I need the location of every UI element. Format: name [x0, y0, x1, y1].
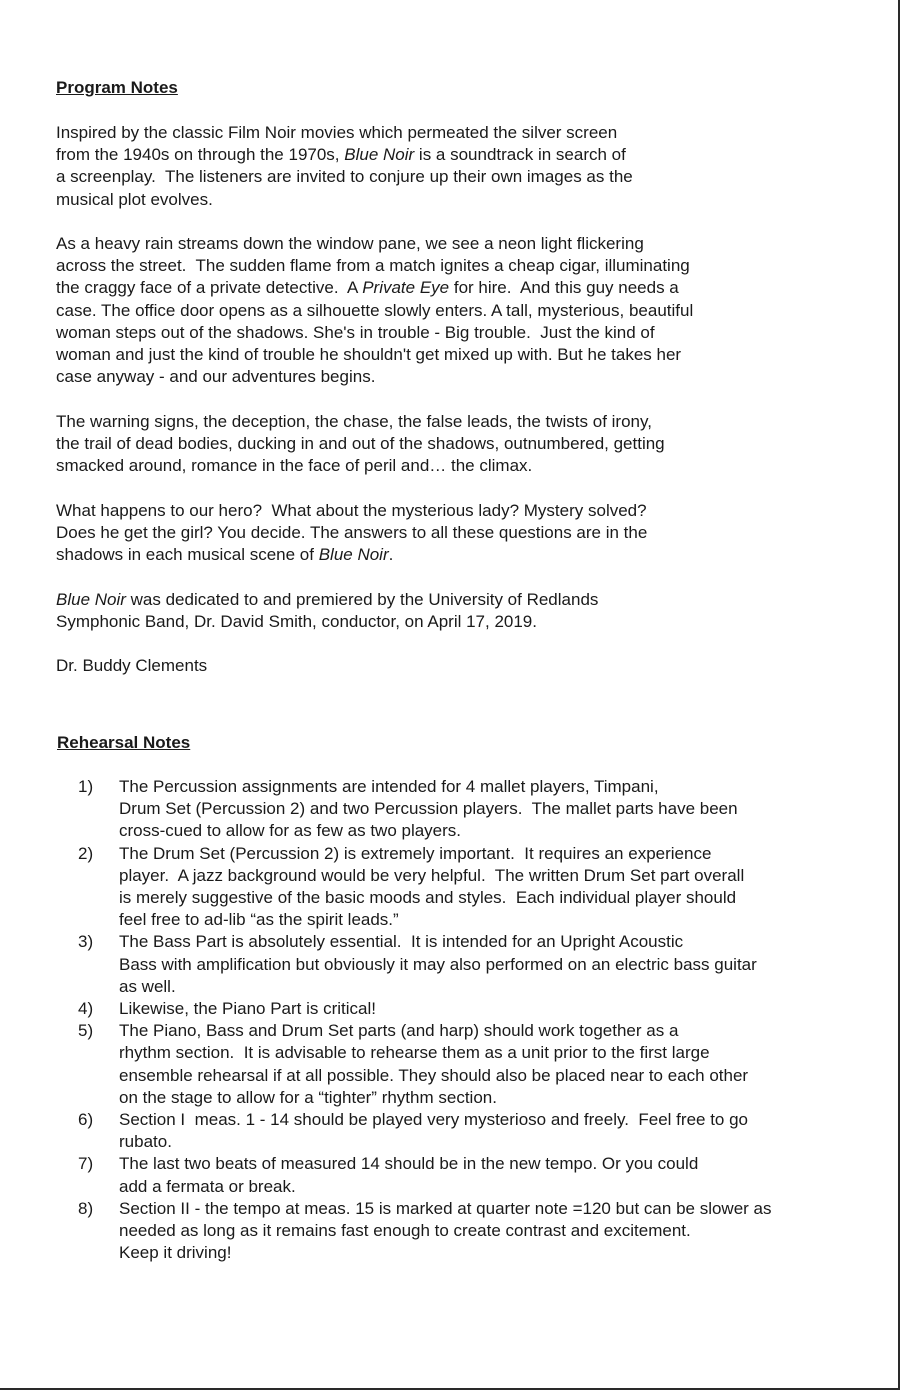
item-line: Section II - the tempo at meas. 15 is marked at quarter note =120 but can be slower as — [119, 1198, 772, 1218]
paragraph-line — [56, 300, 836, 322]
rehearsal-note-item — [78, 1020, 878, 1109]
program-notes-paragraph — [56, 411, 836, 478]
paragraph-line — [56, 522, 836, 544]
text-run: a screenplay. The listeners are invited to conjure up their own images as the — [56, 167, 633, 187]
item-line: The Bass Part is absolutely essential. It is intended for an Upright Acoustic — [119, 932, 684, 952]
paragraph-line — [56, 433, 836, 455]
paragraph-line — [56, 344, 836, 366]
paragraph-line — [56, 255, 836, 277]
paragraph-line — [56, 544, 836, 566]
item-line: on the stage to allow for a “tighter” rhythm section. — [119, 1087, 497, 1107]
item-number: 5) — [78, 1021, 94, 1041]
text-run: musical plot evolves. — [56, 189, 213, 209]
text-run: As a heavy rain streams down the window pane, we see a neon light flickering — [56, 234, 644, 253]
program-notes-paragraph — [56, 500, 836, 567]
item-line: The Drum Set (Percussion 2) is extremely important. It requires an experience — [119, 843, 712, 863]
item-line: Section I meas. 1 - 14 should be played very mysterioso and freely. Feel free to go — [119, 1110, 749, 1130]
program-notes-paragraph — [56, 122, 836, 211]
item-number: 4) — [78, 999, 94, 1019]
text-run: Inspired by the classic Film Noir movies which permeated the silver screen — [56, 123, 618, 142]
text-run: from the 1940s on through the 1970s, — [56, 145, 345, 165]
paragraph-line — [56, 322, 836, 344]
rehearsal-note-item — [78, 1109, 878, 1153]
rehearsal-note-item — [78, 998, 878, 1020]
item-line: rubato. — [119, 1132, 172, 1152]
paragraph-line — [56, 189, 836, 211]
text-run: . — [388, 545, 394, 565]
item-line: cross-cued to allow for as few as two players. — [119, 821, 462, 841]
text-run: woman and just the kind of trouble he shouldn't get mixed up with. But he takes her — [56, 345, 682, 365]
text-run: case. The office door opens as a silhouette slowly enters. A tall, mysterious, beautiful — [56, 300, 694, 320]
italic-title-text: Blue Noir — [56, 590, 126, 609]
text-run: smacked around, romance in the face of peril and… the climax. — [56, 456, 533, 476]
text-run: case anyway - and our adventures begins. — [56, 367, 376, 387]
paragraph-line — [56, 500, 836, 522]
text-run: the craggy face of a private detective. A — [56, 278, 363, 298]
rehearsal-note-item — [78, 843, 878, 932]
paragraph-line — [56, 611, 836, 633]
text-run: is a soundtrack in search of — [414, 145, 626, 165]
paragraph-line — [56, 233, 836, 255]
item-number: 1) — [78, 777, 94, 796]
italic-title-text: Blue Noir — [318, 545, 389, 565]
program-notes-paragraph — [56, 589, 836, 633]
item-line: needed as long as it remains fast enough to create contrast and excitement. — [119, 1221, 691, 1241]
item-number: 6) — [78, 1110, 94, 1130]
rehearsal-note-item — [78, 1198, 878, 1265]
item-line: The last two beats of measured 14 should be in the new tempo. Or you could — [119, 1154, 699, 1174]
item-line: ensemble rehearsal if at all possible. They should also be placed near to each other — [119, 1065, 749, 1085]
item-line: The Percussion assignments are intended for 4 mallet players, Timpani, — [119, 777, 659, 796]
item-line: is merely suggestive of the basic moods and styles. Each individual player should — [119, 888, 737, 908]
paragraph-line — [56, 122, 836, 144]
paragraph-line — [56, 166, 836, 188]
text-run: The warning signs, the deception, the chase, the false leads, the twists of irony, — [56, 412, 652, 431]
text-run: Symphonic Band, Dr. David Smith, conductor, on April 17, 2019. — [56, 612, 537, 632]
item-line: player. A jazz background would be very helpful. The written Drum Set part overall — [119, 865, 745, 885]
item-line: feel free to ad-lib “as the spirit leads.” — [119, 910, 399, 930]
text-run: Does he get the girl? You decide. The answers to all these questions are in the — [56, 523, 648, 543]
text-run: shadows in each musical scene of — [56, 545, 319, 565]
paragraph-line — [56, 455, 836, 477]
item-line: Likewise, the Piano Part is critical! — [119, 999, 376, 1019]
rehearsal-notes-heading: Rehearsal Notes — [57, 733, 191, 752]
program-notes-paragraph — [56, 233, 836, 388]
rehearsal-note-item — [78, 776, 878, 843]
item-number: 3) — [78, 932, 94, 952]
text-run: What happens to our hero? What about the mysterious lady? Mystery solved? — [56, 501, 647, 520]
italic-title-text: Private Eye — [362, 278, 450, 298]
text-run: across the street. The sudden flame from a match ignites a cheap cigar, illuminating — [56, 256, 690, 276]
item-line: as well. — [119, 976, 176, 996]
item-line: Bass with amplification but obviously it may also performed on an electric bass guitar — [119, 954, 757, 974]
item-line: Drum Set (Percussion 2) and two Percussion players. The mallet parts have been — [119, 799, 738, 819]
text-run: for hire. And this guy needs a — [449, 278, 679, 298]
program-notes-heading: Program Notes — [56, 78, 178, 97]
paragraph-line — [56, 144, 836, 166]
item-line: add a fermata or break. — [119, 1176, 296, 1196]
italic-title-text: Blue Noir — [344, 145, 415, 165]
paragraph-line — [56, 277, 836, 299]
item-line: rhythm section. It is advisable to rehearse them as a unit prior to the first large — [119, 1043, 710, 1063]
item-number: 7) — [78, 1154, 94, 1174]
text-run: the trail of dead bodies, ducking in and out of the shadows, outnumbered, getting — [56, 434, 665, 454]
paragraph-line — [56, 589, 836, 611]
author-signature: Dr. Buddy Clements — [56, 656, 208, 675]
paragraph-line — [56, 366, 836, 388]
text-run: was dedicated to and premiered by the University of Redlands — [125, 590, 599, 609]
item-number: 8) — [78, 1198, 94, 1218]
item-number: 2) — [78, 843, 94, 863]
item-line: Keep it driving! — [119, 1243, 232, 1263]
item-line: The Piano, Bass and Drum Set parts (and harp) should work together as a — [119, 1021, 679, 1041]
rehearsal-note-item — [78, 1153, 878, 1197]
paragraph-line — [56, 411, 836, 433]
text-run: woman steps out of the shadows. She's in trouble - Big trouble. Just the kind of — [56, 322, 655, 342]
rehearsal-note-item — [78, 931, 878, 998]
rehearsal-notes-list — [78, 776, 878, 1264]
